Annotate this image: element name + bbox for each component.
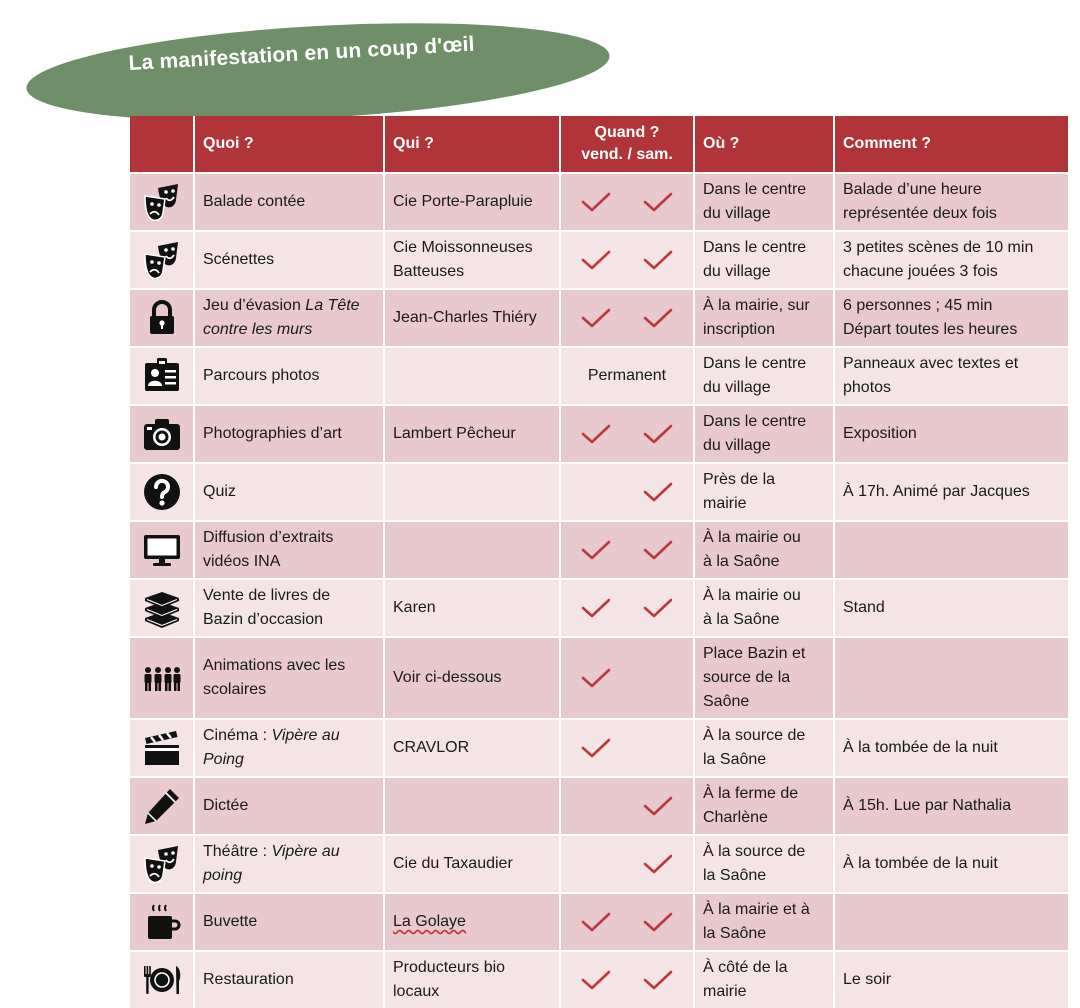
what-cell [194,951,384,1008]
how-cell [834,405,1068,463]
where-text-line-1: Dans le centre [703,181,807,198]
how-cell [834,835,1068,893]
where-cell [694,579,834,637]
camera-icon [142,414,182,454]
friday-slot [565,593,627,623]
saturday-slot [627,477,689,507]
what-cell [194,521,384,579]
cutlery-plate-icon [142,960,182,1000]
when-cell [560,231,694,289]
where-text-line-1: Dans le centre [703,355,807,372]
check-mark-icon [581,423,611,445]
where-text-line-2: du village [703,379,771,396]
where-text-line-1: À côté de la [703,959,788,976]
check-mark-icon [581,307,611,329]
how-cell [834,951,1068,1008]
what-cell [194,405,384,463]
hot-drink-icon [142,902,182,942]
who-text-line-1: Cie Moissonneuses [393,239,533,256]
question-icon [142,472,182,512]
table-row [130,893,1068,951]
row-icon-cell [130,231,194,289]
what-text-line-1: Vente de livres de [203,587,331,604]
where-cell [694,463,834,521]
who-cell [384,893,560,951]
table-row [130,463,1068,521]
who-cell [384,777,560,835]
when-cell [560,521,694,579]
row-icon-cell [130,463,194,521]
row-icon-cell [130,835,194,893]
check-mark-icon [643,191,673,213]
where-text-line-1: Dans le centre [703,239,807,256]
what-cell [194,173,384,231]
where-text-line-2: du village [703,263,771,280]
who-cell [384,521,560,579]
what-cell [194,579,384,637]
where-text-line-1: Place Bazin et [703,645,806,662]
table-row [130,835,1068,893]
how-text: À 15h. Lue par Nathalia [843,797,1012,814]
where-text-line-1: À la mairie et à [703,901,810,918]
group-icon [142,658,182,698]
table-row [130,637,1068,719]
how-cell [834,777,1068,835]
theater-masks-icon [142,240,182,280]
id-card-icon [142,356,182,396]
friday-slot [565,663,627,693]
what-text-line-1: Théâtre : [203,843,272,860]
check-mark-icon [643,597,673,619]
how-text: À 17h. Animé par Jacques [843,483,1030,500]
where-cell [694,289,834,347]
table-row [130,951,1068,1008]
where-text-line-1: À la mairie, sur [703,297,810,314]
header-icon-col [130,116,194,173]
when-cell [560,637,694,719]
table-row [130,347,1068,405]
what-text-line-1-italic: La Tête [305,297,360,314]
page-title: La manifestation en un coup d'œil [128,32,476,75]
saturday-slot [627,907,689,937]
who-cell [384,579,560,637]
how-text-line-1: Balade d’une heure [843,181,982,198]
check-mark-icon [643,481,673,503]
where-text-line-1: À la ferme de [703,785,799,802]
what-text-line-2-italic: poing [203,867,243,884]
what-cell [194,777,384,835]
when-cell [560,893,694,951]
how-text: Stand [843,599,885,616]
how-cell [834,231,1068,289]
theater-masks-icon [142,844,182,884]
who-cell [384,637,560,719]
header-when-sub: vend. / sam. [581,146,673,163]
what-text-line-2-italic: Poing [203,751,244,768]
who-text: La Golaye [393,913,466,930]
who-cell [384,719,560,777]
friday-slot [565,187,627,217]
what-text: Balade contée [203,193,306,210]
what-text-line-1-italic: Vipère au [271,727,340,744]
where-text-line-1: À la mairie ou [703,587,801,604]
row-icon-cell [130,951,194,1008]
where-text-line-2: à la Saône [703,611,780,628]
header-when-title: Quand ? [594,124,660,141]
where-text-line-2: du village [703,437,771,454]
how-cell [834,579,1068,637]
row-icon-cell [130,521,194,579]
how-text-line-2: représentée deux fois [843,205,997,222]
check-mark-icon [643,539,673,561]
clapperboard-icon [142,728,182,768]
how-cell [834,463,1068,521]
where-text-line-2: à la Saône [703,553,780,570]
who-text-line-1: Producteurs bio [393,959,506,976]
row-icon-cell [130,173,194,231]
saturday-slot [627,535,689,565]
where-text-line-2: la Saône [703,751,767,768]
where-text-line-2: mairie [703,495,747,512]
what-cell [194,231,384,289]
where-cell [694,173,834,231]
row-icon-cell [130,719,194,777]
header-what: Quoi ? [194,116,384,173]
what-text-line-2: Bazin d’occasion [203,611,324,628]
who-text: CRAVLOR [393,739,470,756]
lock-icon [142,298,182,338]
who-cell [384,405,560,463]
row-icon-cell [130,347,194,405]
how-text: Le soir [843,971,892,988]
friday-slot [565,907,627,937]
check-mark-icon [581,737,611,759]
where-text-line-1: Près de la [703,471,776,488]
where-cell [694,951,834,1008]
where-cell [694,637,834,719]
check-mark-icon [581,539,611,561]
what-text: Quiz [203,483,236,500]
where-cell [694,835,834,893]
friday-slot [565,733,627,763]
check-mark-icon [643,795,673,817]
friday-slot [565,303,627,333]
who-text: Voir ci-dessous [393,669,502,686]
header-who: Qui ? [384,116,560,173]
what-text: Dictée [203,797,249,814]
header-row [130,116,1068,173]
check-mark-icon [581,249,611,271]
what-text-line-1: Animations avec les [203,657,346,674]
what-text: Buvette [203,913,258,930]
how-cell [834,637,1068,719]
who-cell [384,347,560,405]
table-row [130,231,1068,289]
when-cell [560,463,694,521]
saturday-slot [627,593,689,623]
friday-slot [565,419,627,449]
program-table [130,116,1068,1008]
how-text-line-1: 3 petites scènes de 10 min [843,239,1034,256]
table-row [130,289,1068,347]
friday-slot [565,791,627,821]
check-mark-icon [581,969,611,991]
when-cell [560,289,694,347]
check-mark-icon [581,597,611,619]
how-text: À la tombée de la nuit [843,855,998,872]
monitor-icon [142,530,182,570]
who-cell [384,173,560,231]
when-cell [560,719,694,777]
what-text: Scénettes [203,251,275,268]
what-text-line-1: Diffusion d’extraits [203,529,334,546]
what-cell [194,719,384,777]
saturday-slot [627,187,689,217]
how-cell [834,347,1068,405]
who-cell [384,463,560,521]
what-text-line-1: Jeu d’évasion [203,297,306,314]
where-text-line-2: mairie [703,983,747,1000]
how-cell [834,173,1068,231]
pencil-icon [142,786,182,826]
where-text-line-1: À la source de [703,843,806,860]
header-how: Comment ? [834,116,1068,173]
what-cell [194,637,384,719]
friday-slot [565,245,627,275]
who-cell [384,951,560,1008]
saturday-slot [627,663,689,693]
row-icon-cell [130,893,194,951]
who-text: Cie Porte-Parapluie [393,193,533,210]
where-text-line-2: Charlène [703,809,768,826]
how-cell [834,893,1068,951]
what-text-line-2: vidéos INA [203,553,281,570]
friday-slot [565,965,627,995]
what-cell [194,835,384,893]
check-mark-icon [643,911,673,933]
where-cell [694,719,834,777]
who-text-line-2: locaux [393,983,440,1000]
table-row [130,579,1068,637]
who-cell [384,835,560,893]
friday-slot [565,535,627,565]
where-text-line-1: Dans le centre [703,413,807,430]
books-icon [142,588,182,628]
row-icon-cell [130,405,194,463]
check-mark-icon [643,249,673,271]
when-cell [560,405,694,463]
table-row [130,719,1068,777]
check-mark-icon [643,423,673,445]
when-cell [560,951,694,1008]
when-cell [560,777,694,835]
table-row [130,405,1068,463]
where-cell [694,777,834,835]
who-cell [384,289,560,347]
what-text-line-2: scolaires [203,681,267,698]
when-cell [560,173,694,231]
saturday-slot [627,965,689,995]
where-cell [694,405,834,463]
what-text: Parcours photos [203,367,320,384]
what-cell [194,289,384,347]
what-cell [194,893,384,951]
check-mark-icon [581,911,611,933]
when-cell [560,347,694,405]
where-cell [694,521,834,579]
row-icon-cell [130,777,194,835]
saturday-slot [627,791,689,821]
how-text: Exposition [843,425,917,442]
check-mark-icon [581,667,611,689]
where-cell [694,347,834,405]
what-text-line-1-italic: Vipère au [271,843,340,860]
where-text-line-2: du village [703,205,771,222]
how-text-line-2: photos [843,379,892,396]
row-icon-cell [130,289,194,347]
how-text: À la tombée de la nuit [843,739,998,756]
header-when [560,116,694,173]
how-cell [834,289,1068,347]
check-mark-icon [643,307,673,329]
table-row [130,173,1068,231]
what-text: Photographies d’art [203,425,342,442]
how-cell [834,719,1068,777]
friday-slot [565,477,627,507]
what-cell [194,463,384,521]
who-text: Karen [393,599,436,616]
where-text-line-2: inscription [703,321,776,338]
friday-slot [565,849,627,879]
saturday-slot [627,303,689,333]
what-text-line-1: Cinéma : [203,727,272,744]
check-mark-icon [643,853,673,875]
where-text-line-3: Saône [703,693,750,710]
who-text-line-2: Batteuses [393,263,465,280]
how-text-line-1: 6 personnes ; 45 min [843,297,993,314]
how-text-line-2: chacune jouées 3 fois [843,263,998,280]
saturday-slot [627,245,689,275]
check-mark-icon [581,191,611,213]
saturday-slot [627,419,689,449]
where-text-line-2: la Saône [703,925,767,942]
what-text-line-2-italic: contre les murs [203,321,313,338]
what-text: Restauration [203,971,294,988]
where-text-line-1: À la mairie ou [703,529,801,546]
where-text-line-2: source de la [703,669,791,686]
how-cell [834,521,1068,579]
check-mark-icon [643,969,673,991]
who-text: Cie du Taxaudier [393,855,513,872]
who-cell [384,231,560,289]
when-text: Permanent [587,367,667,384]
row-icon-cell [130,637,194,719]
where-text-line-2: la Saône [703,867,767,884]
who-text: Lambert Pêcheur [393,425,516,442]
when-cell [560,835,694,893]
when-cell [560,579,694,637]
table-row [130,777,1068,835]
header-where: Où ? [694,116,834,173]
theater-masks-icon [142,182,182,222]
table-row [130,521,1068,579]
how-text-line-1: Panneaux avec textes et [843,355,1019,372]
saturday-slot [627,849,689,879]
what-cell [194,347,384,405]
how-text-line-2: Départ toutes les heures [843,321,1018,338]
where-text-line-1: À la source de [703,727,806,744]
where-cell [694,231,834,289]
row-icon-cell [130,579,194,637]
saturday-slot [627,733,689,763]
where-cell [694,893,834,951]
who-text: Jean-Charles Thiéry [393,309,537,326]
